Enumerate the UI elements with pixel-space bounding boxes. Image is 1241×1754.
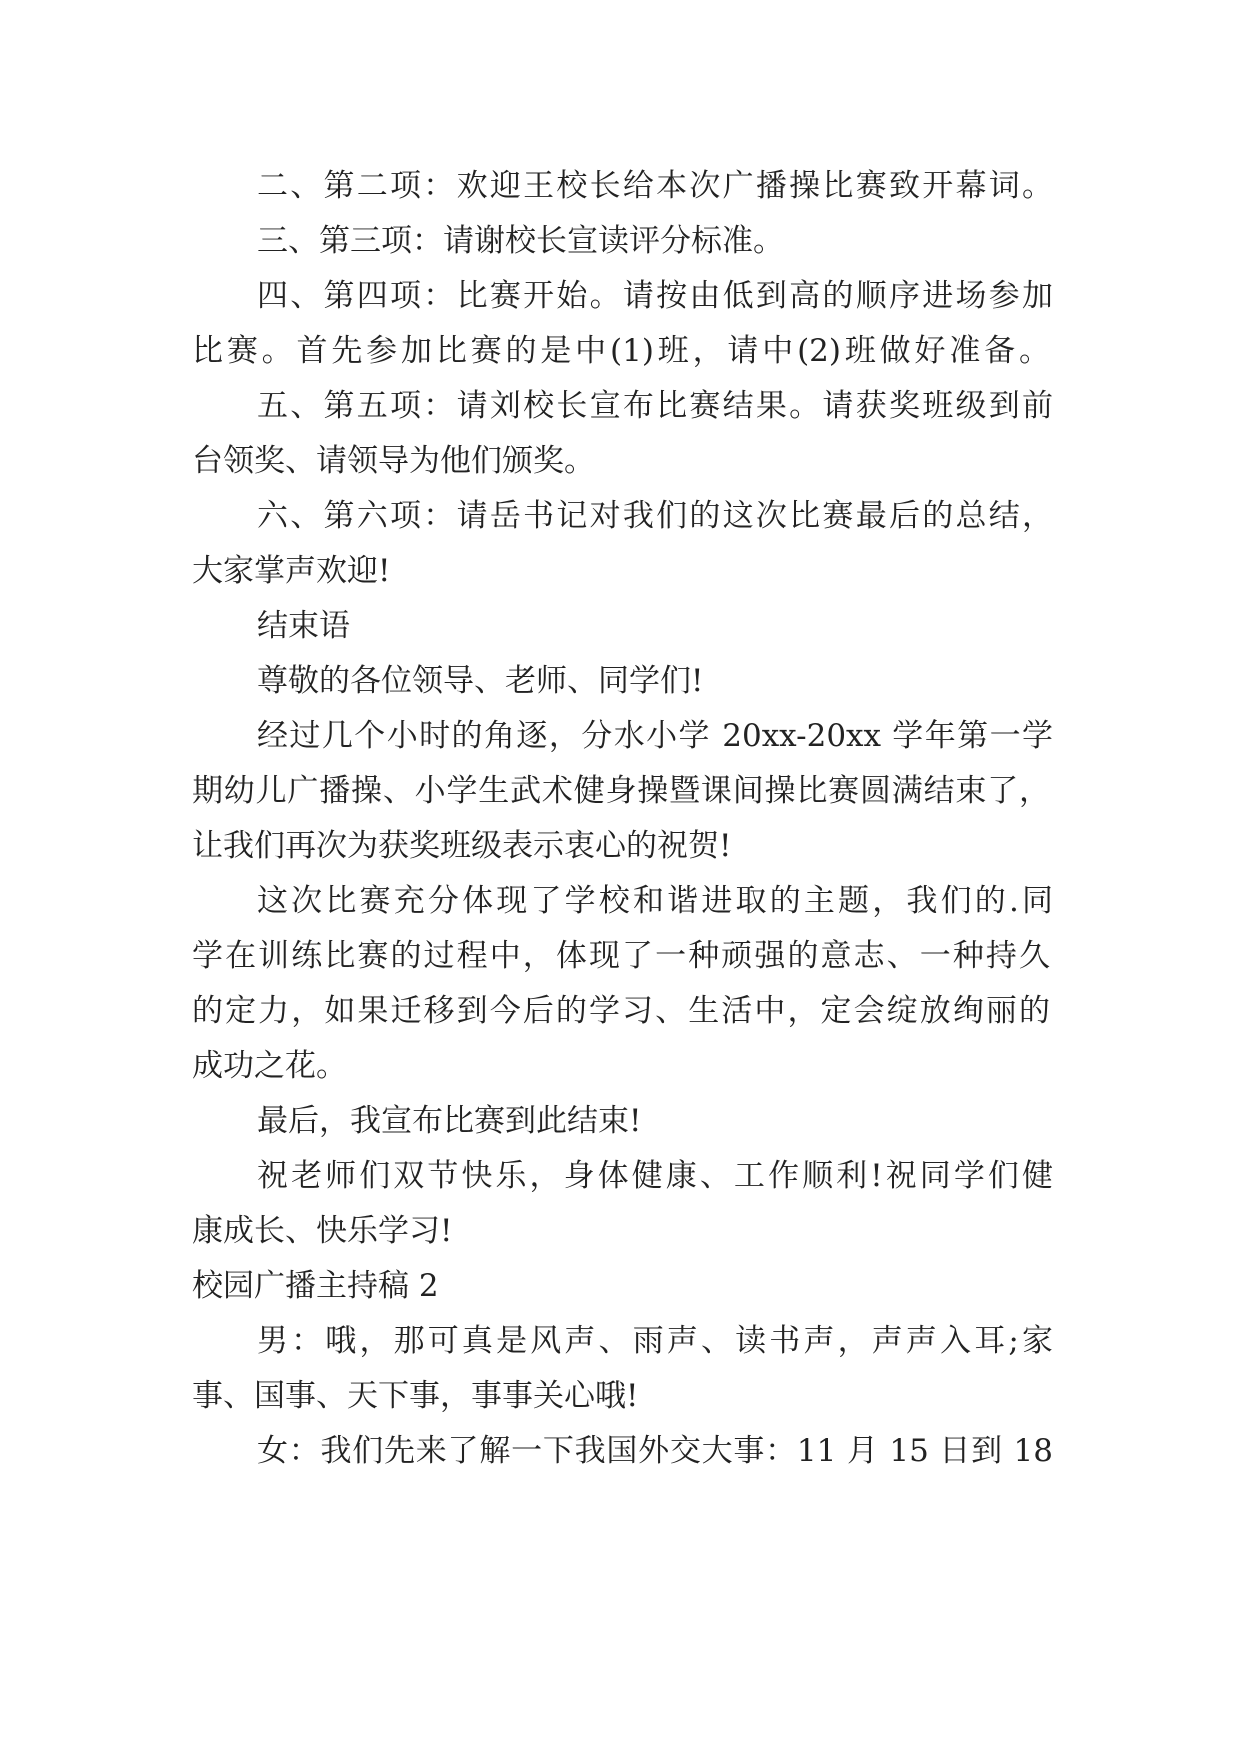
section-heading: 结束语 bbox=[257, 608, 350, 644]
text-line: 五、第五项：请刘校长宣布比赛结果。请获奖班级到前 bbox=[257, 388, 1053, 424]
text-line: 二、第二项：欢迎王校长给本次广播操比赛致开幕词。 bbox=[257, 168, 1053, 204]
text-line: 三、第三项：请谢校长宣读评分标准。 bbox=[257, 223, 784, 259]
text-line: 的定力，如果迁移到今后的学习、生活中，定会绽放绚丽的 bbox=[192, 993, 1050, 1029]
text-line: 期幼儿广播操、小学生武术健身操暨课间操比赛圆满结束了， bbox=[192, 773, 1050, 809]
text-line: 台领奖、请领导为他们颁奖。 bbox=[192, 443, 595, 479]
text-line: 四、第四项：比赛开始。请按由低到高的顺序进场参加 bbox=[257, 278, 1053, 314]
section-title: 校园广播主持稿 2 bbox=[192, 1268, 439, 1304]
text-line: 让我们再次为获奖班级表示衷心的祝贺! bbox=[192, 828, 732, 864]
text-line: 最后，我宣布比赛到此结束! bbox=[257, 1103, 642, 1139]
text-line: 事、国事、天下事，事事关心哦! bbox=[192, 1378, 639, 1414]
text-line: 比赛。首先参加比赛的是中(1)班，请中(2)班做好准备。 bbox=[192, 333, 1050, 369]
text-line: 男：哦，那可真是风声、雨声、读书声，声声入耳;家 bbox=[257, 1323, 1053, 1359]
text-line: 大家掌声欢迎! bbox=[192, 553, 391, 589]
text-line: 尊敬的各位领导、老师、同学们! bbox=[257, 663, 704, 699]
text-line: 女：我们先来了解一下我国外交大事：11 月 15 日到 18 bbox=[257, 1433, 1053, 1469]
text-line: 成功之花。 bbox=[192, 1048, 347, 1084]
text-line: 康成长、快乐学习! bbox=[192, 1213, 453, 1249]
text-line: 经过几个小时的角逐，分水小学 20xx-20xx 学年第一学 bbox=[257, 718, 1053, 754]
text-line: 学在训练比赛的过程中，体现了一种顽强的意志、一种持久 bbox=[192, 938, 1050, 974]
text-line: 六、第六项：请岳书记对我们的这次比赛最后的总结， bbox=[257, 498, 1053, 534]
text-line: 祝老师们双节快乐，身体健康、工作顺利!祝同学们健 bbox=[257, 1158, 1053, 1194]
text-line: 这次比赛充分体现了学校和谐进取的主题，我们的.同 bbox=[257, 883, 1053, 919]
